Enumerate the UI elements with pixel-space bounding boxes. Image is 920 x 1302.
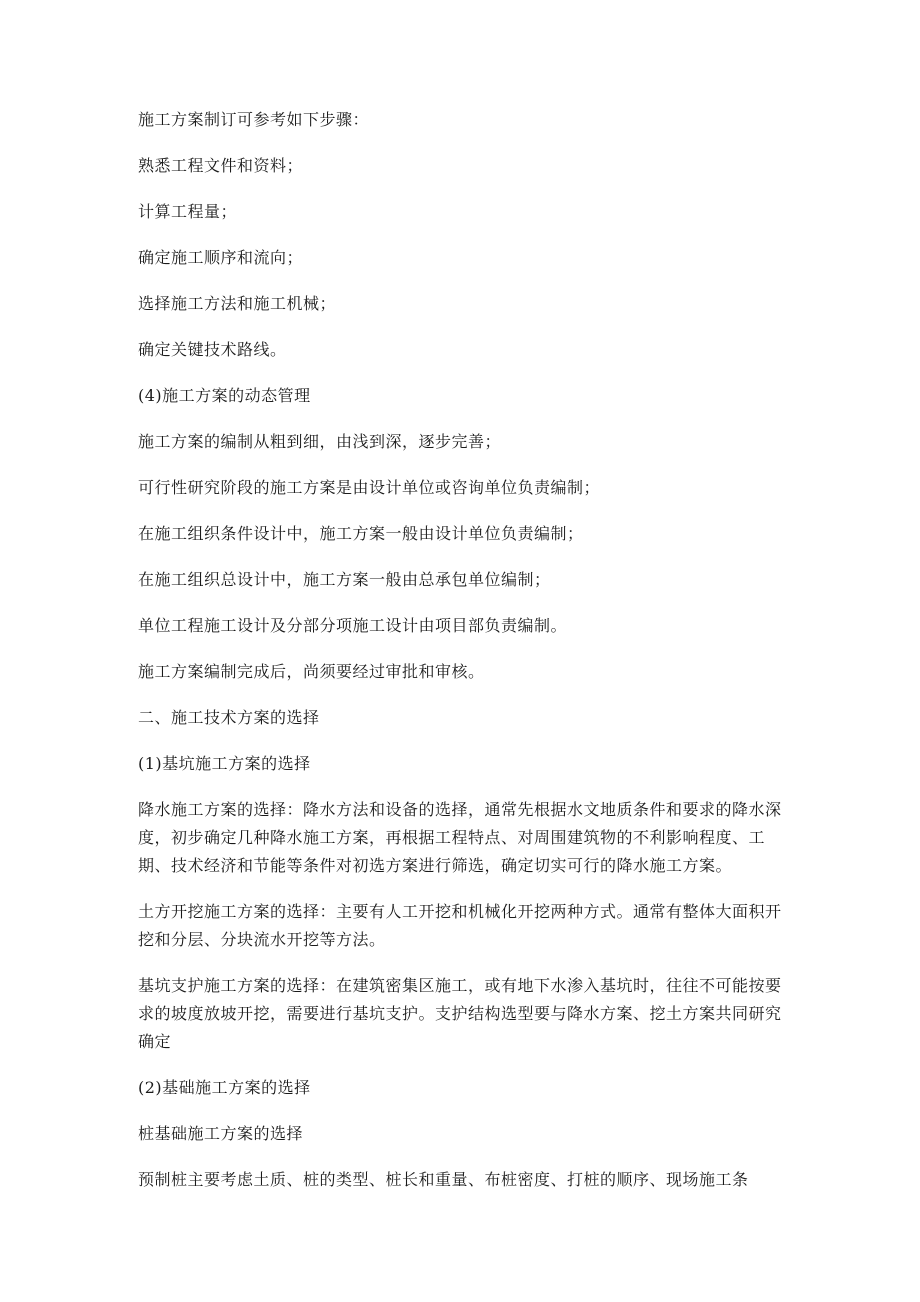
paragraph-general-design: 在施工组织总设计中，施工方案一般由总承包单位编制； — [138, 570, 551, 589]
paragraph-condition-design: 在施工组织条件设计中，施工方案一般由设计单位负责编制； — [138, 524, 584, 543]
paragraph-step-methods: 选择施工方法和施工机械； — [138, 294, 337, 313]
paragraph-excavation: 土方开挖施工方案的选择：主要有人工开挖和机械化开挖两种方式。通常有整体大面积开挖和分层、分块流水开挖等方法。 — [138, 902, 782, 949]
document-body — [138, 106, 788, 1212]
paragraph-refinement: 施工方案的编制从粗到细，由浅到深，逐步完善； — [138, 432, 502, 451]
paragraph-pile-foundation: 桩基础施工方案的选择 — [138, 1124, 304, 1143]
paragraph-step-familiarize: 熟悉工程文件和资料； — [138, 156, 304, 175]
section-heading-foundation-pit: (1)基坑施工方案的选择 — [138, 754, 311, 773]
paragraph-precast-pile: 预制桩主要考虑土质、桩的类型、桩长和重量、布桩密度、打桩的顺序、现场施工条 — [138, 1170, 749, 1189]
paragraph-step-sequence: 确定施工顺序和流向； — [138, 248, 304, 267]
paragraph-approval: 施工方案编制完成后，尚须要经过审批和审核。 — [138, 662, 485, 681]
paragraph-unit-design: 单位工程施工设计及分部分项施工设计由项目部负责编制。 — [138, 616, 568, 635]
paragraph-dewatering: 降水施工方案的选择：降水方法和设备的选择，通常先根据水文地质条件和要求的降水深度，初步确定几种降水施工方案，再根据工程特点、对周围建筑物的不利影响程度、工期、技术经济和节能等条件对初选方案进行筛选，确定切实可行的降水施工方案。 — [138, 800, 782, 875]
paragraph-step-quantities: 计算工程量； — [138, 202, 238, 221]
paragraph-steps-intro: 施工方案制订可参考如下步骤： — [138, 110, 370, 129]
section-heading-foundation: (2)基础施工方案的选择 — [138, 1078, 311, 1097]
section-heading-technical-scheme: 二、施工技术方案的选择 — [138, 708, 320, 727]
section-heading-dynamic-management: (4)施工方案的动态管理 — [138, 386, 311, 405]
paragraph-pit-support: 基坑支护施工方案的选择：在建筑密集区施工，或有地下水渗入基坑时，往往不可能按要求的坡度放坡开挖，需要进行基坑支护。支护结构选型要与降水方案、挖土方案共同研究确定 — [138, 976, 782, 1051]
paragraph-step-key-route: 确定关键技术路线。 — [138, 340, 287, 359]
paragraph-feasibility-stage: 可行性研究阶段的施工方案是由设计单位或咨询单位负责编制； — [138, 478, 601, 497]
